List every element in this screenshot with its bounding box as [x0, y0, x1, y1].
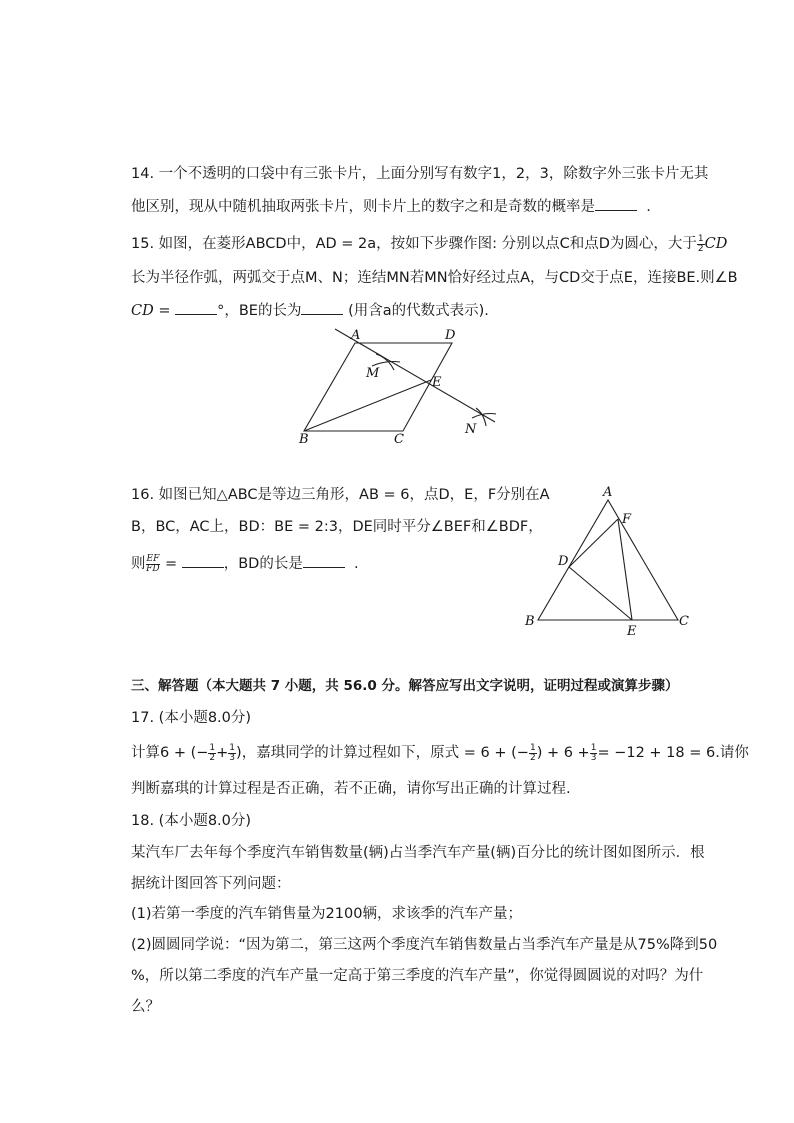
q16-frac-den: FD	[146, 563, 160, 574]
label-d: D	[445, 328, 456, 343]
q16-line3	[131, 553, 359, 574]
q18-line2: 据统计图回答下列问题：	[131, 876, 291, 892]
q17-frac-3-den: 2	[529, 752, 536, 763]
q17-text-c: ) + 6 +	[536, 745, 590, 761]
segment-be	[304, 380, 431, 431]
label-b: B	[299, 432, 309, 447]
q14-end: .	[646, 199, 651, 215]
label-f: F	[622, 512, 632, 527]
q14-line2	[131, 196, 651, 217]
label-c: C	[679, 614, 689, 629]
q15-answer-blank-2[interactable]	[301, 300, 343, 315]
q17-frac-2-num: 1	[229, 742, 236, 753]
q17-frac-4-den: 3	[590, 752, 597, 763]
q15-line3	[131, 300, 489, 321]
section-3-heading: 三、解答题（本大题共 7 小题，共 56.0 分。解答应写出文字说明，证明过程或演算步骤）	[131, 678, 679, 694]
q18-line3: (1)若第一季度的汽车销售量为2100辆，求该季的汽车产量；	[131, 906, 522, 922]
q16-answer-blank-1[interactable]	[182, 553, 224, 568]
q15-frac-den: 2	[697, 243, 704, 254]
label-c: C	[394, 432, 404, 447]
q16-text-b: ，BD的长是	[223, 556, 303, 572]
q16-line2: B，BC，AC上，BD：BE = 2:3，DE同时平分∠BEF和∠BDF，	[131, 519, 543, 535]
q15-fraction	[697, 235, 705, 254]
label-e: E	[432, 375, 442, 390]
q16-equals: =	[164, 556, 178, 572]
label-d: D	[558, 554, 569, 569]
q17-frac-1	[208, 744, 216, 763]
q14-text: 他区别，现从中随机抽取两张卡片，则卡片上的数字之和是奇数的概率是	[131, 199, 595, 215]
q17-text-b: )，嘉琪同学的计算过程如下，原式 = 6 + (−	[236, 745, 529, 761]
q15-line1	[131, 234, 727, 254]
label-e: E	[627, 624, 637, 638]
q18-line5: %，所以第二季度的汽车产量一定高于第三季度的汽车产量”，你觉得圆圆说的对吗？为什	[131, 968, 704, 984]
q16-answer-blank-2[interactable]	[303, 553, 345, 568]
q15-text-d: (用含a的代数式表示).	[348, 303, 489, 319]
q15-frac-num: 1	[697, 233, 704, 244]
q15-text-a: 15. 如图，在菱形ABCD中，AD = 2a，按如下步骤作图: 分别以点C和点D为圆心，大于	[131, 236, 697, 252]
label-a: A	[603, 485, 613, 500]
q14-line1: 14. 一个不透明的口袋中有三张卡片，上面分别写有数字1，2，3，除数字外三张卡片无其	[131, 166, 709, 182]
q17-frac-2	[228, 744, 236, 763]
q15-answer-blank-1[interactable]	[175, 300, 217, 315]
q15-text-c: °，BE的长为	[217, 303, 302, 319]
q18-line6: 么？	[131, 999, 160, 1015]
q17-frac-1-den: 2	[209, 752, 216, 763]
q18-line1: 某汽车厂去年每个季度汽车销售数量(辆)占当季汽车产量(辆)百分比的统计图如图所示．根	[131, 845, 705, 861]
q16-text-a: 则	[131, 556, 146, 572]
q17-line1	[131, 743, 749, 763]
label-b: B	[525, 614, 535, 629]
q15-line2: 长为半径作弧，两弧交于点M、N；连结MN若MN恰好经过点A，与CD交于点E，连接BE.则∠B	[131, 270, 738, 286]
q17-frac-3	[529, 744, 537, 763]
q18-line4: (2)圆圆同学说：“因为第二，第三这两个季度汽车销售数量占当季汽车产量是从75%降到50	[131, 937, 718, 953]
q17-frac-1-num: 1	[209, 742, 216, 753]
q17-line2: 判断嘉琪的计算过程是否正确，若不正确，请你写出正确的计算过程.	[131, 781, 571, 797]
q16-triangle-figure	[520, 483, 695, 638]
label-n: N	[465, 422, 477, 437]
segment-fe	[618, 519, 632, 620]
q15-text-b: CD	[704, 236, 728, 252]
arc-n	[476, 408, 486, 426]
q14-answer-blank[interactable]	[595, 196, 637, 211]
q16-line1: 16. 如图已知△ABC是等边三角形，AB = 6，点D，E，F分别在A	[131, 487, 550, 503]
q18-head: 18. (本小题8.0分)	[131, 813, 252, 829]
q16-end: .	[354, 556, 359, 572]
q17-head: 17. (本小题8.0分)	[131, 710, 252, 726]
q16-frac-num: EF	[146, 553, 160, 564]
q17-frac-3-num: 1	[529, 742, 536, 753]
rhombus-abcd	[304, 343, 452, 431]
q17-frac-4-num: 1	[590, 742, 597, 753]
label-a: A	[351, 328, 361, 343]
q15-rhombus-figure	[290, 322, 510, 447]
q17-text-a: 计算6 + (−	[131, 745, 209, 761]
label-m: M	[366, 366, 380, 381]
q15-angle-label: CD =	[131, 303, 171, 319]
segment-df	[569, 519, 618, 567]
q16-fraction	[146, 555, 161, 574]
q17-text-d: = −12 + 18 = 6.请你	[597, 745, 749, 761]
q17-frac-2-den: 3	[229, 752, 236, 763]
segment-de	[569, 567, 632, 620]
q17-plus: +	[216, 745, 229, 761]
